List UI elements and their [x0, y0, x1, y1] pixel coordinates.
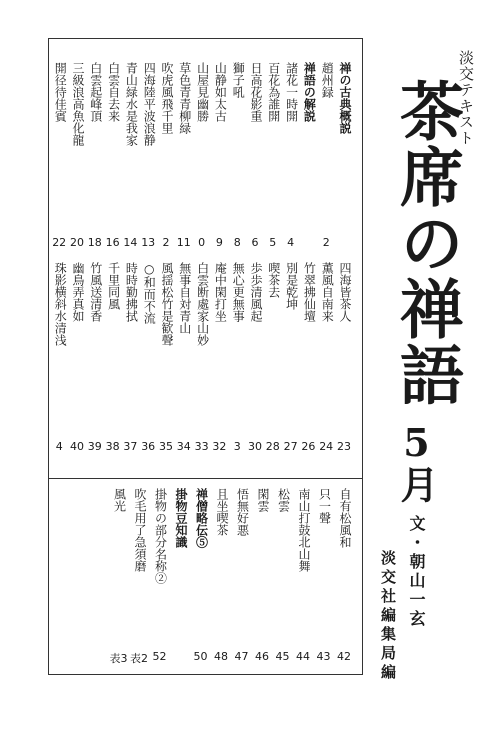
toc-entry-title: 山屋見幽勝: [195, 62, 210, 122]
toc-entry-title: 獅子吼: [231, 62, 246, 98]
toc-entry-page: 39: [87, 440, 102, 453]
toc-entry-page: 3: [233, 440, 241, 453]
toc-entry-title: 別是乾坤: [284, 262, 299, 310]
toc-entry-page: 2: [162, 236, 170, 249]
toc-entry-title: 風光: [112, 488, 127, 512]
toc-entry-title: 幽鳥弄真如: [71, 262, 85, 322]
toc-entry-title: 四海皆茶人: [338, 262, 352, 322]
toc-entry-title: 珠影横斜水清浅: [53, 262, 68, 346]
toc-entry-title: 掛物の部分名称②: [153, 488, 168, 584]
toc-entry-title: 喫茶去: [266, 262, 281, 298]
toc-entry-page: 14: [123, 236, 138, 249]
toc-entry-title: 趙州録: [320, 62, 335, 98]
toc-entry-page: 38: [105, 440, 120, 453]
toc-entry-page: 33: [194, 440, 209, 453]
toc-entry-page: 11: [176, 236, 191, 249]
toc-entry-title: 三級浪高魚化龍: [71, 62, 85, 146]
toc-entry-title: 吹毛用了急須磨: [133, 488, 147, 572]
toc-entry-title: 無心更無事: [231, 262, 246, 322]
toc-entry-page: 表2: [130, 652, 148, 665]
toc-entry-page: 37: [123, 440, 138, 453]
toc-entry-title: 四海陸平波浪静: [142, 62, 157, 146]
toc-frame: [48, 38, 363, 675]
toc-entry-title: 開径待佳賓: [53, 62, 68, 122]
toc-entry-title: 掛物豆知識: [174, 488, 188, 548]
toc-entry-title: 無事自対青山: [177, 262, 192, 334]
toc-entry-title: 薫風自南来: [320, 262, 335, 322]
month-number: 5: [394, 420, 439, 465]
toc-entry-title: 禅の古典概説: [338, 62, 352, 134]
toc-entry-page: 43: [316, 650, 331, 663]
toc-entry-page: 35: [159, 440, 173, 453]
author-credit: 文・朝山一玄: [407, 515, 426, 629]
toc-entry-title: 諸花一時開: [284, 62, 299, 122]
toc-entry-title: 只一聲: [317, 488, 332, 524]
toc-entry-title: 百花為誰開: [266, 62, 281, 122]
book-title: 茶席の禅語: [389, 78, 464, 408]
toc-entry-title: 白雲断處家山妙: [195, 262, 210, 346]
toc-entry-title: 白雲起峰頂: [88, 62, 103, 122]
toc-entry-page: 8: [233, 236, 241, 249]
toc-entry-title: 南山打鼓北山舞: [297, 488, 311, 572]
toc-entry-title: 歩歩清風起: [249, 262, 263, 322]
toc-entry-title: 庵中閑打坐: [213, 262, 228, 322]
toc-entry-page: 40: [70, 440, 84, 453]
toc-entry-page: 20: [70, 236, 84, 249]
toc-entry-page: 44: [296, 650, 310, 663]
toc-entry-title: 時時勤拂拭: [124, 262, 139, 322]
toc-entry-page: 18: [87, 236, 102, 249]
toc-entry-title: 松雲: [276, 488, 291, 512]
toc-entry-page: 22: [52, 236, 67, 249]
toc-entry-page: 5: [269, 236, 277, 249]
toc-entry-page: 50: [193, 650, 208, 663]
toc-divider: [48, 478, 363, 479]
toc-entry-title: 悟無好悪: [235, 488, 250, 536]
toc-entry-page: 45: [275, 650, 290, 663]
toc-entry-page: 30: [248, 440, 262, 453]
toc-entry-title: 風揺松竹是歓聲: [160, 262, 174, 346]
toc-entry-title: 竹風送清香: [88, 262, 103, 322]
toc-entry-page: 13: [141, 236, 156, 249]
toc-entry-title: 竹翠拂仙壇: [302, 262, 317, 322]
toc-entry-page: 42: [337, 650, 351, 663]
toc-entry-page: 2: [322, 236, 330, 249]
toc-entry-page: 6: [251, 236, 259, 249]
toc-entry-page: 28: [265, 440, 280, 453]
toc-entry-page: 52: [152, 650, 167, 663]
toc-entry-page: 47: [234, 650, 249, 663]
toc-entry-page: 9: [215, 236, 223, 249]
toc-entry-page: 4: [55, 440, 63, 453]
series-label: 淡交テキスト: [457, 50, 475, 146]
publisher-credit: 淡交社編集局編: [379, 550, 397, 683]
toc-entry-title: 自有松風和: [338, 488, 352, 548]
toc-entry-title: 青山緑水是我家: [124, 62, 139, 146]
toc-entry-page: 23: [337, 440, 351, 453]
toc-entry-page: 34: [176, 440, 191, 453]
toc-entry-page: 16: [105, 236, 120, 249]
toc-entry-title: 日高花影重: [249, 62, 263, 122]
toc-entry-page: 46: [255, 650, 269, 663]
toc-entry-page: 32: [212, 440, 227, 453]
toc-entry-page: 26: [301, 440, 316, 453]
toc-entry-page: 0: [198, 236, 206, 249]
toc-entry-page: 36: [141, 440, 156, 453]
toc-entry-page: 27: [283, 440, 298, 453]
toc-entry-title: 千里同風: [106, 262, 121, 310]
month-unit: 月: [394, 465, 439, 503]
toc-entry-title: 山静如太古: [213, 62, 228, 122]
toc-entry-title: 吹虎風飛千里: [160, 62, 174, 134]
toc-entry-page: 表3: [109, 652, 128, 665]
toc-entry-page: 48: [214, 650, 228, 663]
toc-entry-title: 閑雲: [256, 488, 270, 512]
toc-entry-title: 禅語の解説: [302, 62, 317, 122]
toc-entry-page: 24: [319, 440, 334, 453]
toc-entry-title: ○和而不流: [142, 262, 157, 324]
month-label: [394, 420, 438, 503]
toc-entry-page: 4: [287, 236, 295, 249]
toc-entry-title: 白雲自去来: [106, 62, 121, 122]
toc-entry-title: 草色青青柳緑: [177, 62, 192, 134]
toc-entry-title: 禅僧略伝⑤: [194, 488, 209, 548]
toc-entry-title: 且坐喫茶: [215, 488, 229, 536]
